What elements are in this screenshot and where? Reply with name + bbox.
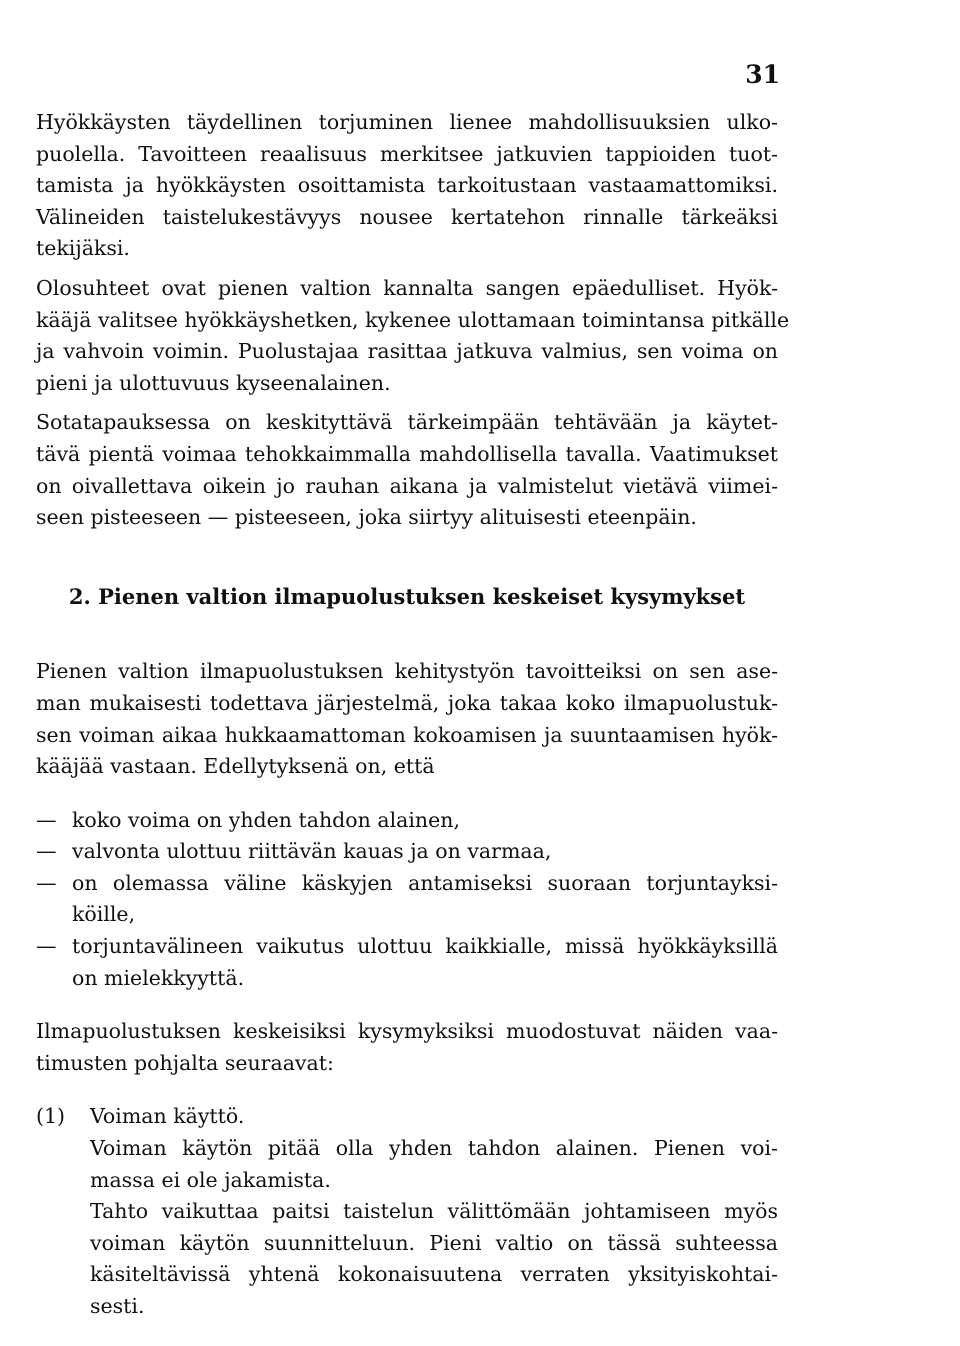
text-line: on oivallettava oikein jo rauhan aikana ja valmistelut vietävä viimei- [36, 473, 778, 498]
text-line: Voiman käytön pitää olla yhden tahdon alainen. Pienen voi- [90, 1136, 778, 1161]
text-line: on olemassa väline käskyjen antamiseksi suoraan torjuntayksi- [72, 870, 778, 895]
text-line: man mukaisesti todettava järjestelmä, joka takaa koko ilmapuolustuk- [36, 690, 778, 715]
paragraph-3 [36, 407, 778, 533]
numbered-item [36, 1101, 778, 1322]
dash-marker: — [36, 934, 57, 959]
text-line: voiman käytön suunnitteluun. Pieni valtio on tässä suhteessa [90, 1230, 778, 1255]
text-line: tävä pientä voimaa tehokkaimmalla mahdollisella tavalla. Vaatimukset [36, 441, 778, 466]
page-content [36, 107, 790, 1323]
text-line: Tahto vaikuttaa paitsi taistelun välittömään johtamiseen myös [90, 1199, 778, 1224]
paragraph-2 [36, 273, 790, 399]
text-line: koko voima on yhden tahdon alainen, [72, 807, 460, 832]
text-line: sesti. [90, 1294, 145, 1318]
text-line: timusten pohjalta seuraavat: [36, 1050, 334, 1075]
text-line: kääjää vastaan. Edellytyksenä on, että [36, 754, 435, 779]
item-title: Voiman käyttö. [90, 1104, 245, 1129]
list-item [36, 836, 778, 868]
text-line: Ilmapuolustuksen keskeisiksi kysymyksiksi muodostuvat näiden vaa- [36, 1019, 778, 1044]
dash-marker: — [36, 807, 57, 832]
text-line: torjuntavälineen vaikutus ulottuu kaikkialle, missä hyökkäyksillä [72, 934, 778, 959]
text-line: Sotatapauksessa on keskityttävä tärkeimpään tehtävään ja käytet- [36, 410, 778, 435]
text-line: Hyökkäysten täydellinen torjuminen lienee mahdollisuuksien ulko- [36, 110, 778, 134]
text-line: pieni ja ulottuvuus kyseenalainen. [36, 370, 391, 395]
text-line: puolella. Tavoitteen reaalisuus merkitsee jatkuvien tappioiden tuot- [36, 141, 778, 166]
text-line: seen pisteeseen — pisteeseen, joka siirtyy alituisesti eteenpäin. [36, 505, 697, 530]
item-number: (1) [36, 1104, 66, 1129]
text-line: käsiteltävissä yhtenä kokonaisuutena verraten yksityiskohtai- [90, 1262, 778, 1287]
list-item [36, 931, 778, 994]
text-line: valvonta ulottuu riittävän kauas ja on varmaa, [72, 839, 552, 864]
text-line: Olosuhteet ovat pienen valtion kannalta sangen epäedulliset. Hyök- [36, 275, 778, 300]
text-line: kääjä valitsee hyökkäyshetken, kykenee ulottamaan toimintansa pitkälle [36, 307, 790, 332]
text-line: massa ei ole jakamista. [90, 1167, 331, 1192]
list-item [36, 868, 778, 931]
text-line: köille, [72, 902, 136, 927]
text-line: on mielekkyyttä. [72, 965, 245, 990]
page-number: 31 [745, 60, 780, 89]
dash-list [36, 805, 778, 995]
text-line: Välineiden taistelukestävyys nousee kertatehon rinnalle tärkeäksi [36, 204, 778, 229]
text-line: ja vahvoin voimin. Puolustajaa rasittaa jatkuva valmius, sen voima on [36, 339, 778, 364]
section-heading: 2. Pienen valtion ilmapuolustuksen keskeiset kysymykset [68, 583, 746, 609]
paragraph-1 [36, 107, 778, 265]
list-item [36, 805, 778, 837]
intro-paragraph [36, 1016, 778, 1079]
dash-marker: — [36, 839, 57, 864]
text-line: tamista ja hyökkäysten osoittamista tarkoitustaan vastaamattomiksi. [36, 173, 778, 198]
text-line: sen voiman aikaa hukkaamattoman kokoamisen ja suuntaamisen hyök- [36, 722, 778, 747]
text-line: tekijäksi. [36, 236, 130, 261]
dash-marker: — [36, 870, 57, 895]
text-line: Pienen valtion ilmapuolustuksen kehitystyön tavoitteiksi on sen ase- [36, 659, 778, 684]
section-paragraph [36, 656, 778, 782]
